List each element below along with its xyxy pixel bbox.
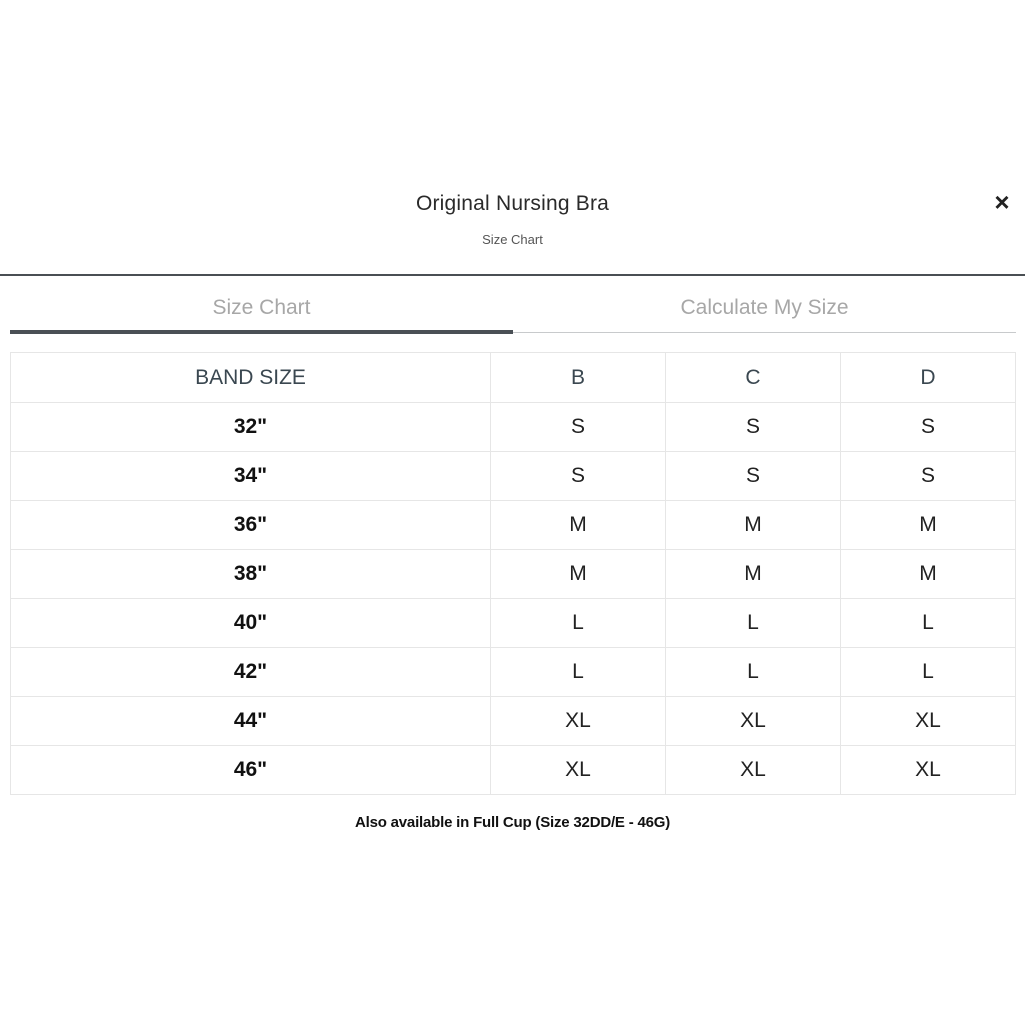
size-cell: XL [491,697,666,746]
size-cell: M [491,550,666,599]
size-cell: XL [841,697,1016,746]
tab-calculate-my-size[interactable] [513,286,1016,334]
band-size-cell: 36" [11,501,491,550]
size-cell: S [841,452,1016,501]
table-header-row [11,353,1016,403]
size-cell: S [491,452,666,501]
full-cup-note: Also available in Full Cup (Size 32DD/E - 46G) [354,814,671,831]
tab-active-indicator [10,330,513,334]
band-size-cell: 44" [11,697,491,746]
size-cell: M [841,501,1016,550]
table-row [11,550,1016,599]
tab-underline [513,332,1016,333]
band-size-cell: 38" [11,550,491,599]
size-cell: S [491,403,666,452]
column-header-band-size: BAND SIZE [11,353,491,403]
size-cell: L [841,648,1016,697]
size-cell: XL [491,746,666,795]
size-cell: S [666,403,841,452]
tab-bar [10,286,1016,334]
size-cell: L [491,648,666,697]
size-table [10,352,1016,795]
band-size-cell: 32" [11,403,491,452]
size-cell: S [666,452,841,501]
tab-size-chart[interactable] [10,286,513,334]
size-cell: XL [666,697,841,746]
close-icon[interactable]: × [994,186,1010,217]
size-cell: M [666,501,841,550]
band-size-cell: 46" [11,746,491,795]
band-size-cell: 40" [11,599,491,648]
column-header-d: D [841,353,1016,403]
column-header-b: B [491,353,666,403]
size-cell: L [666,599,841,648]
size-cell: XL [841,746,1016,795]
size-cell: L [841,599,1016,648]
table-row [11,403,1016,452]
size-cell: M [666,550,841,599]
tab-label: Calculate My Size [680,296,849,319]
modal-title: Original Nursing Bra [415,192,610,215]
size-cell: M [491,501,666,550]
table-row [11,452,1016,501]
size-cell: L [666,648,841,697]
band-size-cell: 42" [11,648,491,697]
tab-label: Size Chart [212,296,311,319]
column-header-c: C [666,353,841,403]
table-row [11,648,1016,697]
band-size-cell: 34" [11,452,491,501]
table-row [11,501,1016,550]
size-cell: M [841,550,1016,599]
table-row [11,746,1016,795]
size-cell: L [491,599,666,648]
table-row [11,697,1016,746]
size-cell: XL [666,746,841,795]
size-cell: S [841,403,1016,452]
modal-subtitle: Size Chart [482,232,543,247]
header-divider [0,274,1025,276]
table-row [11,599,1016,648]
